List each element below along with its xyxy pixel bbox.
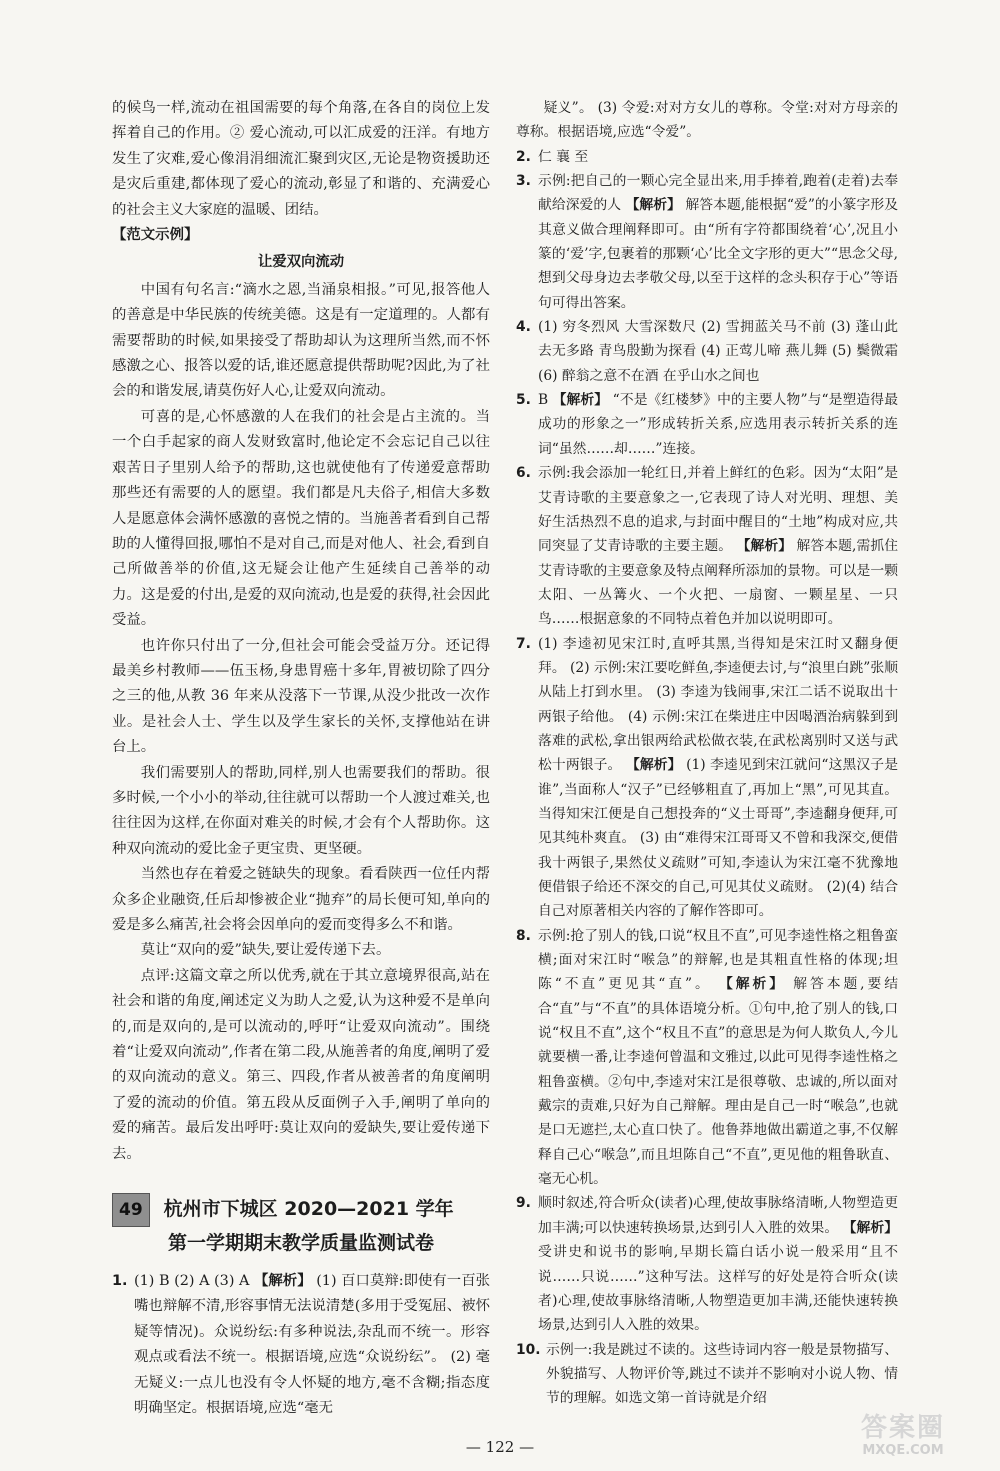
answer-text: (1) 穷冬烈风 大雪深数尺 (2) 雪拥蓝关马不前 (3) 蓬山此去无多路 青鸟殷勤为探看 (4) 正莺儿啼 燕儿舞 (5) 鬓微霜 (6) 醉翁之意不在酒 在乎山水之间也 [538,319,898,384]
essay-title: 让爱双向流动 [257,254,345,271]
essay-paragraph: 也许你只付出了一分,但社会可能会受益万分。还记得最美乡村教师——伍玉杨,身患胃癌十多年,胃被切除了四分之三的他,从教 36 年来从没落下一节课,从没少批改一次作业。是社会人士、学生以及学生家长的关怀,支撑他站在讲台上。 [112,637,490,756]
jiexi-label: 【解析】 [719,976,786,993]
answer-text: (1) 李逵初见宋江时,直呼其黑,当得知是宋江时又翻身便拜。 (2) 示例:宋江要吃鲜鱼,李逵便去讨,与“浪里白跳”张顺从陆上打到水里。 (3) 李逵为钱闹事,宋江二话不说取出十两银子给他。 (4) 示例:宋江在柴进庄中因喝酒治病躲到到落难的武松,拿出银两给武松做衣装,在武松离别时又送与武松十两银子。 [538,635,898,774]
explanation-text: (1) 百口莫辩:即使有一百张嘴也辩解不清,形容事情无法说清楚(多用于受冤屈、被怀疑等情况)。众说纷纭:有多种说法,杂乱而不统一。形容观点或看法不统一。根据语境,应选“众说纷纭”。 (2) 毫无疑义:一点儿也没有令人怀疑的地方,毫不含糊;指态度明确坚定。根据语境,应选“毫无 [134,1273,490,1417]
explanation-text: 解答本题,需抓住艾青诗歌的主要意象及特点阐释所添加的景物。可以是一颗太阳、一丛篝火、一个火把、一扇窗、一颗星星、一只鸟……根据意象的不同特点着色并加以说明即可。 [538,538,899,628]
explanation-text: “不是《红楼梦》中的主要人物”与“是塑造得最成功的形象之一”形成转折关系,应选用表示转折关系的连词“虽然……却……”连接。 [538,392,899,457]
right-column [516,96,898,1411]
explanation-text: 解答本题,要结合“直”与“不直”的具体语境分析。①句中,抢了别人的钱,口说“权且不直”,这个“权且不直”的意思是为何人欺负人,今儿就要横一番,让李逵何曾温和文雅过,以此可见得李逵性格之粗鲁蛮横。②句中,李逵对宋江是很尊敬、忠诚的,所以面对戴宗的责难,只好为自己辩解。理由是自己一时“喉急”,也就是口无遮拦,太心直口快了。他鲁莽地做出霸道之事,不仅解释自己心“喉急”,而且坦陈自己“不直”,更见他的粗鲁耿直、毫无心机。 [538,976,898,1188]
page-number: — 122 — [465,1438,535,1456]
item-text [538,1191,898,1337]
explanation-text: 解答本题,能根据“爱”的小篆字形及其意义做合理阐释即可。由“所有字符都围绕着‘心’,况且小篆的‘爱’字,包裹着的那颗‘心’比全文字形的更大”“思念父母,想到父母身边去孝敬父母,以至于这样的念头积存于心”等语句可得出答案。 [538,197,899,311]
item-number: 10. [516,1341,541,1358]
section-number-badge: 49 [112,1193,150,1227]
answer-text: 示例:我会添加一轮红日,并着上鲜红的色彩。因为“太阳”是艾青诗歌的主要意象之一,它表现了诗人对光明、理想、美好生活热烈不息的追求,与封面中醒目的“土地”构成对应,共同突显了艾青诗歌的主要主题。 [538,465,898,555]
watermark-logo-text: 答案圈 [860,1413,945,1443]
left-column [112,96,490,1422]
answer-item [516,632,898,924]
item-text [134,1269,490,1421]
essay-paragraph: 当然也存在着爱之链缺失的现象。看看陕西一位任内帮众多企业融资,任后却惨被企业“抛弃”的局长便可知,单向的爱是多么痛苦,社会将会因单向的爱而变得多么不和谐。 [112,866,490,933]
answer-text: 仁 襄 至 [538,148,589,165]
answer-item [516,1191,898,1337]
jiexi-label: 【解析】 [625,197,681,214]
answer-list [516,145,898,1411]
item-text [538,169,898,315]
jiexi-label: 【解析】 [736,538,793,555]
jiexi-label: 【解析】 [842,1219,898,1236]
explanation-text: (1) 李逵见到宋江就问“这黑汉子是谁”,当面称人“汉子”已经够粗直了,再加上“黑”,可见其直。当得知宋江便是自己想投奔的“义士哥哥”,李逵翻身便拜,可见其纯朴爽直。 (3) 由“难得宋江哥哥又不曾和我深交,便借我十两银子,果然仗义疏财”可知,李逵认为宋江毫不犹豫地便借银子给还不深交的自己,可见其仗义疏财。 (2)(4) 结合自己对原著相关内容的了解作答即可。 [538,757,898,920]
item-number: 8. [516,927,531,944]
item-number: 6. [516,465,531,482]
section-title-line2: 第一学期期末教学质量监测试卷 [167,1232,434,1255]
answer-text: B [538,392,553,409]
item-number: 9. [516,1195,531,1212]
item-text [538,145,898,169]
answer-item [112,1269,490,1421]
essay-paragraph: 可喜的是,心怀感激的人在我们的社会是占主流的。当一个白手起家的商人发财致富时,他论定不会忘记自己以往艰苦日子里别人给予的帮助,这也就使他有了传递爱意帮助那些还有需要的人的愿望。我们都是凡夫俗子,相信大多数人是愿意体会满怀感激的喜悦之情的。当施善者看到自己帮助的人懂得回报,哪怕不是对自己,而是对他人、社会,看到自己所做善举的价值,这无疑会让他产生延续自己善举的动力。这是爱的付出,是爱的双向流动,也是爱的获得,社会因此受益。 [112,408,490,629]
item-text [538,461,898,631]
item-text [546,1338,898,1411]
item-number: 7. [516,635,531,652]
item-text [538,632,898,924]
jiexi-label: 【解析】 [254,1273,312,1290]
intro-paragraph: 的候鸟一样,流动在祖国需要的每个角落,在各自的岗位上发挥着自己的作用。② 爱心流动,可以汇成爱的汪洋。有地方发生了灾难,爱心像涓涓细流汇聚到灾区,无论是物资援助还是灾后重建,都体现了爱心的流动,彰显了和谐的、充满爱心的社会主义大家庭的温暖、团结。 [112,100,490,218]
item-number: 3. [516,173,531,190]
answer-text: (1) B (2) A (3) A [134,1273,255,1290]
item-text [538,315,898,388]
item-text [538,388,898,461]
item-number: 5. [516,392,531,409]
item-number: 2. [516,148,531,165]
comment-paragraph: 点评:这篇文章之所以优秀,就在于其立意境界很高,站在社会和谐的角度,阐述定义为助人之爱,认为这种爱不是单向的,而是双向的,是可以流动的,呼吁“让爱双向流动”。围绕着“让爱双向流动”,作者在第二段,从施善者的角度,阐明了爱的双向流动的意义。第三、四段,作者从被善者的角度阐明了爱的流动的价值。第五段从反面例子入手,阐明了单向的爱的痛苦。最后发出呼吁:莫让双向的爱缺失,要让爱传递下去。 [112,967,490,1162]
answer-item [516,169,898,315]
answer-text: 示例一:我是跳过不读的。这些诗词内容一般是景物描写、外貌描写、人物评价等,跳过不读并不影响对小说人物、情节的理解。如选文第一首诗就是介绍 [546,1341,898,1407]
answer-item [516,388,898,461]
answer-item [516,145,898,169]
explanation-text: 受讲史和说书的影响,早期长篇白话小说一般采用“且不说……只说……”这种写法。这样写的好处是符合听众(读者)心理,使故事脉络清晰,人物塑造更加丰满,还能快速转换场景,达到引人入胜的效果。 [538,1244,898,1334]
answer-text: 顺时叙述,符合听众(读者)心理,使故事脉络清晰,人物塑造更加丰满;可以快速转换场景,达到引人入胜的效果。 [538,1195,898,1236]
item-text [538,924,898,1192]
section-heading [112,1193,490,1259]
item-number: 1. [112,1273,128,1290]
essay-paragraph: 莫让“双向的爱”缺失,要让爱传递下去。 [140,942,391,959]
essay-paragraph: 中国有句名言:“滴水之恩,当涌泉相报。”可见,报答他人的善意是中华民族的传统美德。这是有一定道理的。人都有需要帮助的时候,如果接受了帮助却认为这理所当然,而不怀感激之心、报答以爱的话,谁还愿意提供帮助呢?因此,为了社会的和谐发展,请莫伤好人心,让爱双向流动。 [112,281,490,400]
fanwen-label: 【范文示例】 [112,227,199,244]
jiexi-label: 【解析】 [552,392,609,409]
answer-text: 示例:把自己的一颗心完全显出来,用手捧着,跑着(走着)去奉献给深爱的人 [538,173,898,214]
section-title-line1: 杭州市下城区 2020—2021 学年 [163,1198,454,1221]
answer-item [516,1338,898,1411]
answer-item [516,461,898,631]
answer-text: 示例:抢了别人的钱,口说“权且不直”,可见李逵性格之粗鲁蛮横;面对宋江时“喉急”的辩解,也是其粗直性格的体现;坦陈“不直”更见其“直”。 [538,927,898,993]
answer-item [516,924,898,1192]
watermark-url: MXQE.COM [862,1443,944,1458]
answer-item [516,315,898,388]
essay-paragraph: 我们需要别人的帮助,同样,别人也需要我们的帮助。很多时候,一个小小的举动,往往就可以帮助一个人渡过难关,也往往因为这样,在你面对难关的时候,才会有个人帮助你。这种双向流动的爱比金子更宝贵、更坚硬。 [112,764,490,857]
continued-text: 疑义”。 (3) 令爱:对对方女儿的尊称。令堂:对对方母亲的尊称。根据语境,应选“令爱”。 [516,100,898,141]
site-watermark [828,1413,978,1465]
item-number: 4. [516,319,531,336]
jiexi-label: 【解析】 [625,757,682,774]
